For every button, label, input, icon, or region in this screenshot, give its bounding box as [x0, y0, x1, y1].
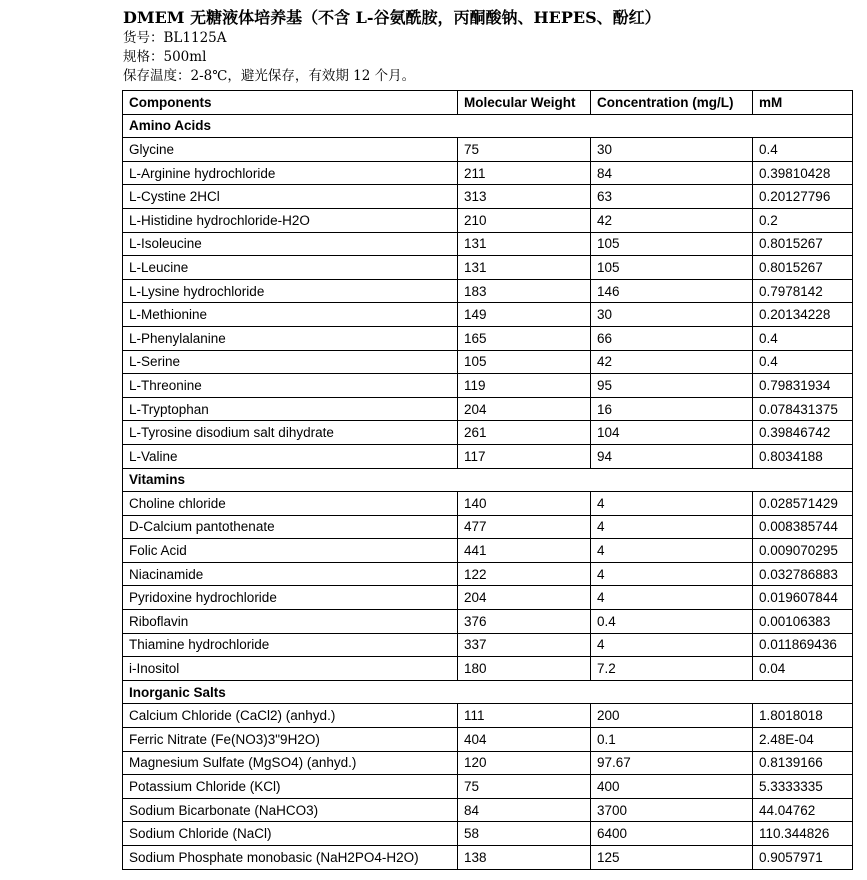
component-name-cell: L-Methionine [123, 303, 458, 327]
table-row [123, 539, 853, 563]
mm-value-cell: 0.04 [753, 657, 853, 681]
concentration-cell: 4 [591, 586, 753, 610]
mm-value-cell: 0.7978142 [753, 279, 853, 303]
concentration-cell: 95 [591, 374, 753, 398]
component-name-cell: Potassium Chloride (KCl) [123, 775, 458, 799]
mm-value-cell: 0.011869436 [753, 633, 853, 657]
mm-value-cell: 0.009070295 [753, 539, 853, 563]
molecular-weight-cell: 111 [458, 704, 591, 728]
molecular-weight-cell: 204 [458, 586, 591, 610]
component-name-cell: L-Isoleucine [123, 232, 458, 256]
concentration-cell: 6400 [591, 822, 753, 846]
concentration-cell: 4 [591, 515, 753, 539]
component-name-cell: Choline chloride [123, 492, 458, 516]
concentration-cell: 0.4 [591, 610, 753, 634]
component-name-cell: Folic Acid [123, 539, 458, 563]
table-row [123, 374, 853, 398]
mm-value-cell: 0.2 [753, 208, 853, 232]
molecular-weight-cell: 122 [458, 562, 591, 586]
header-concentration: Concentration (mg/L) [591, 91, 753, 115]
molecular-weight-cell: 131 [458, 256, 591, 280]
table-row [123, 775, 853, 799]
section-row [123, 680, 853, 704]
concentration-cell: 94 [591, 444, 753, 468]
mm-value-cell: 0.4 [753, 326, 853, 350]
mm-value-cell: 0.9057971 [753, 846, 853, 870]
concentration-cell: 105 [591, 256, 753, 280]
component-name-cell: i-Inositol [123, 657, 458, 681]
table-row [123, 232, 853, 256]
table-row [123, 303, 853, 327]
molecular-weight-cell: 404 [458, 728, 591, 752]
section-row [123, 114, 853, 138]
component-name-cell: L-Leucine [123, 256, 458, 280]
table-row [123, 751, 853, 775]
header-molecular-weight: Molecular Weight [458, 91, 591, 115]
mm-value-cell: 0.8015267 [753, 256, 853, 280]
concentration-cell: 84 [591, 161, 753, 185]
concentration-cell: 4 [591, 633, 753, 657]
molecular-weight-cell: 180 [458, 657, 591, 681]
table-row [123, 846, 853, 870]
table-row [123, 562, 853, 586]
molecular-weight-cell: 204 [458, 397, 591, 421]
section-title: Vitamins [123, 468, 853, 492]
concentration-cell: 125 [591, 846, 753, 870]
concentration-cell: 63 [591, 185, 753, 209]
component-name-cell: Sodium Bicarbonate (NaHCO3) [123, 798, 458, 822]
table-row [123, 421, 853, 445]
molecular-weight-cell: 477 [458, 515, 591, 539]
molecular-weight-cell: 131 [458, 232, 591, 256]
component-name-cell: Magnesium Sulfate (MgSO4) (anhyd.) [123, 751, 458, 775]
molecular-weight-cell: 165 [458, 326, 591, 350]
molecular-weight-cell: 84 [458, 798, 591, 822]
component-name-cell: Niacinamide [123, 562, 458, 586]
concentration-cell: 30 [591, 303, 753, 327]
mm-value-cell: 0.4 [753, 350, 853, 374]
component-name-cell: L-Lysine hydrochloride [123, 279, 458, 303]
component-name-cell: Calcium Chloride (CaCl2) (anhyd.) [123, 704, 458, 728]
molecular-weight-cell: 105 [458, 350, 591, 374]
concentration-cell: 30 [591, 138, 753, 162]
concentration-cell: 97.67 [591, 751, 753, 775]
molecular-weight-cell: 119 [458, 374, 591, 398]
concentration-cell: 200 [591, 704, 753, 728]
table-row [123, 798, 853, 822]
component-name-cell: L-Cystine 2HCl [123, 185, 458, 209]
specification: 规格：500ml [123, 49, 207, 65]
concentration-cell: 0.1 [591, 728, 753, 752]
mm-value-cell: 0.019607844 [753, 586, 853, 610]
component-name-cell: Riboflavin [123, 610, 458, 634]
component-name-cell: L-Histidine hydrochloride-H2O [123, 208, 458, 232]
table-row [123, 492, 853, 516]
concentration-cell: 42 [591, 208, 753, 232]
concentration-cell: 7.2 [591, 657, 753, 681]
component-name-cell: Glycine [123, 138, 458, 162]
component-name-cell: L-Phenylalanine [123, 326, 458, 350]
component-name-cell: Sodium Phosphate monobasic (NaH2PO4-H2O) [123, 846, 458, 870]
molecular-weight-cell: 117 [458, 444, 591, 468]
mm-value-cell: 0.20134228 [753, 303, 853, 327]
mm-value-cell: 110.344826 [753, 822, 853, 846]
concentration-cell: 146 [591, 279, 753, 303]
mm-value-cell: 2.48E-04 [753, 728, 853, 752]
concentration-cell: 4 [591, 492, 753, 516]
molecular-weight-cell: 210 [458, 208, 591, 232]
table-row [123, 350, 853, 374]
concentration-cell: 66 [591, 326, 753, 350]
concentration-cell: 3700 [591, 798, 753, 822]
component-name-cell: Sodium Chloride (NaCl) [123, 822, 458, 846]
product-title: DMEM 无糖液体培养基（不含 L-谷氨酰胺，丙酮酸钠、HEPES、酚红） [123, 8, 661, 27]
table-row [123, 728, 853, 752]
document-header [123, 6, 661, 86]
table-row [123, 138, 853, 162]
component-name-cell: L-Arginine hydrochloride [123, 161, 458, 185]
molecular-weight-cell: 140 [458, 492, 591, 516]
table-row [123, 515, 853, 539]
mm-value-cell: 44.04762 [753, 798, 853, 822]
component-name-cell: Thiamine hydrochloride [123, 633, 458, 657]
molecular-weight-cell: 138 [458, 846, 591, 870]
table-row [123, 185, 853, 209]
molecular-weight-cell: 441 [458, 539, 591, 563]
component-name-cell: L-Valine [123, 444, 458, 468]
component-name-cell: D-Calcium pantothenate [123, 515, 458, 539]
table-row [123, 822, 853, 846]
catalog-number: 货号：BL1125A [123, 30, 227, 46]
mm-value-cell: 0.8034188 [753, 444, 853, 468]
table-row [123, 279, 853, 303]
mm-value-cell: 0.20127796 [753, 185, 853, 209]
concentration-cell: 105 [591, 232, 753, 256]
mm-value-cell: 0.39810428 [753, 161, 853, 185]
mm-value-cell: 0.4 [753, 138, 853, 162]
concentration-cell: 4 [591, 562, 753, 586]
table-row [123, 633, 853, 657]
table-row [123, 326, 853, 350]
molecular-weight-cell: 211 [458, 161, 591, 185]
mm-value-cell: 0.8015267 [753, 232, 853, 256]
molecular-weight-cell: 376 [458, 610, 591, 634]
table-row [123, 444, 853, 468]
molecular-weight-cell: 337 [458, 633, 591, 657]
concentration-cell: 400 [591, 775, 753, 799]
mm-value-cell: 0.032786883 [753, 562, 853, 586]
concentration-cell: 104 [591, 421, 753, 445]
component-name-cell: L-Tryptophan [123, 397, 458, 421]
table-row [123, 397, 853, 421]
component-name-cell: Ferric Nitrate (Fe(NO3)3"9H2O) [123, 728, 458, 752]
storage-info: 保存温度：2-8℃，避光保存，有效期 12 个月。 [123, 68, 416, 84]
concentration-cell: 4 [591, 539, 753, 563]
mm-value-cell: 0.79831934 [753, 374, 853, 398]
table-row [123, 208, 853, 232]
component-name-cell: Pyridoxine hydrochloride [123, 586, 458, 610]
section-title: Amino Acids [123, 114, 853, 138]
table-row [123, 256, 853, 280]
mm-value-cell: 0.8139166 [753, 751, 853, 775]
molecular-weight-cell: 120 [458, 751, 591, 775]
section-title: Inorganic Salts [123, 680, 853, 704]
section-row [123, 468, 853, 492]
molecular-weight-cell: 313 [458, 185, 591, 209]
component-name-cell: L-Serine [123, 350, 458, 374]
molecular-weight-cell: 149 [458, 303, 591, 327]
mm-value-cell: 0.39846742 [753, 421, 853, 445]
mm-value-cell: 0.008385744 [753, 515, 853, 539]
table-row [123, 610, 853, 634]
header-mm: mM [753, 91, 853, 115]
mm-value-cell: 1.8018018 [753, 704, 853, 728]
components-table-body [123, 91, 853, 870]
mm-value-cell: 0.028571429 [753, 492, 853, 516]
molecular-weight-cell: 261 [458, 421, 591, 445]
table-row [123, 657, 853, 681]
molecular-weight-cell: 75 [458, 775, 591, 799]
components-table [122, 90, 853, 870]
mm-value-cell: 0.00106383 [753, 610, 853, 634]
mm-value-cell: 5.3333335 [753, 775, 853, 799]
table-header-row [123, 91, 853, 115]
component-name-cell: L-Tyrosine disodium salt dihydrate [123, 421, 458, 445]
molecular-weight-cell: 58 [458, 822, 591, 846]
header-components: Components [123, 91, 458, 115]
table-row [123, 586, 853, 610]
concentration-cell: 16 [591, 397, 753, 421]
molecular-weight-cell: 183 [458, 279, 591, 303]
mm-value-cell: 0.078431375 [753, 397, 853, 421]
table-row [123, 704, 853, 728]
molecular-weight-cell: 75 [458, 138, 591, 162]
table-row [123, 161, 853, 185]
concentration-cell: 42 [591, 350, 753, 374]
component-name-cell: L-Threonine [123, 374, 458, 398]
